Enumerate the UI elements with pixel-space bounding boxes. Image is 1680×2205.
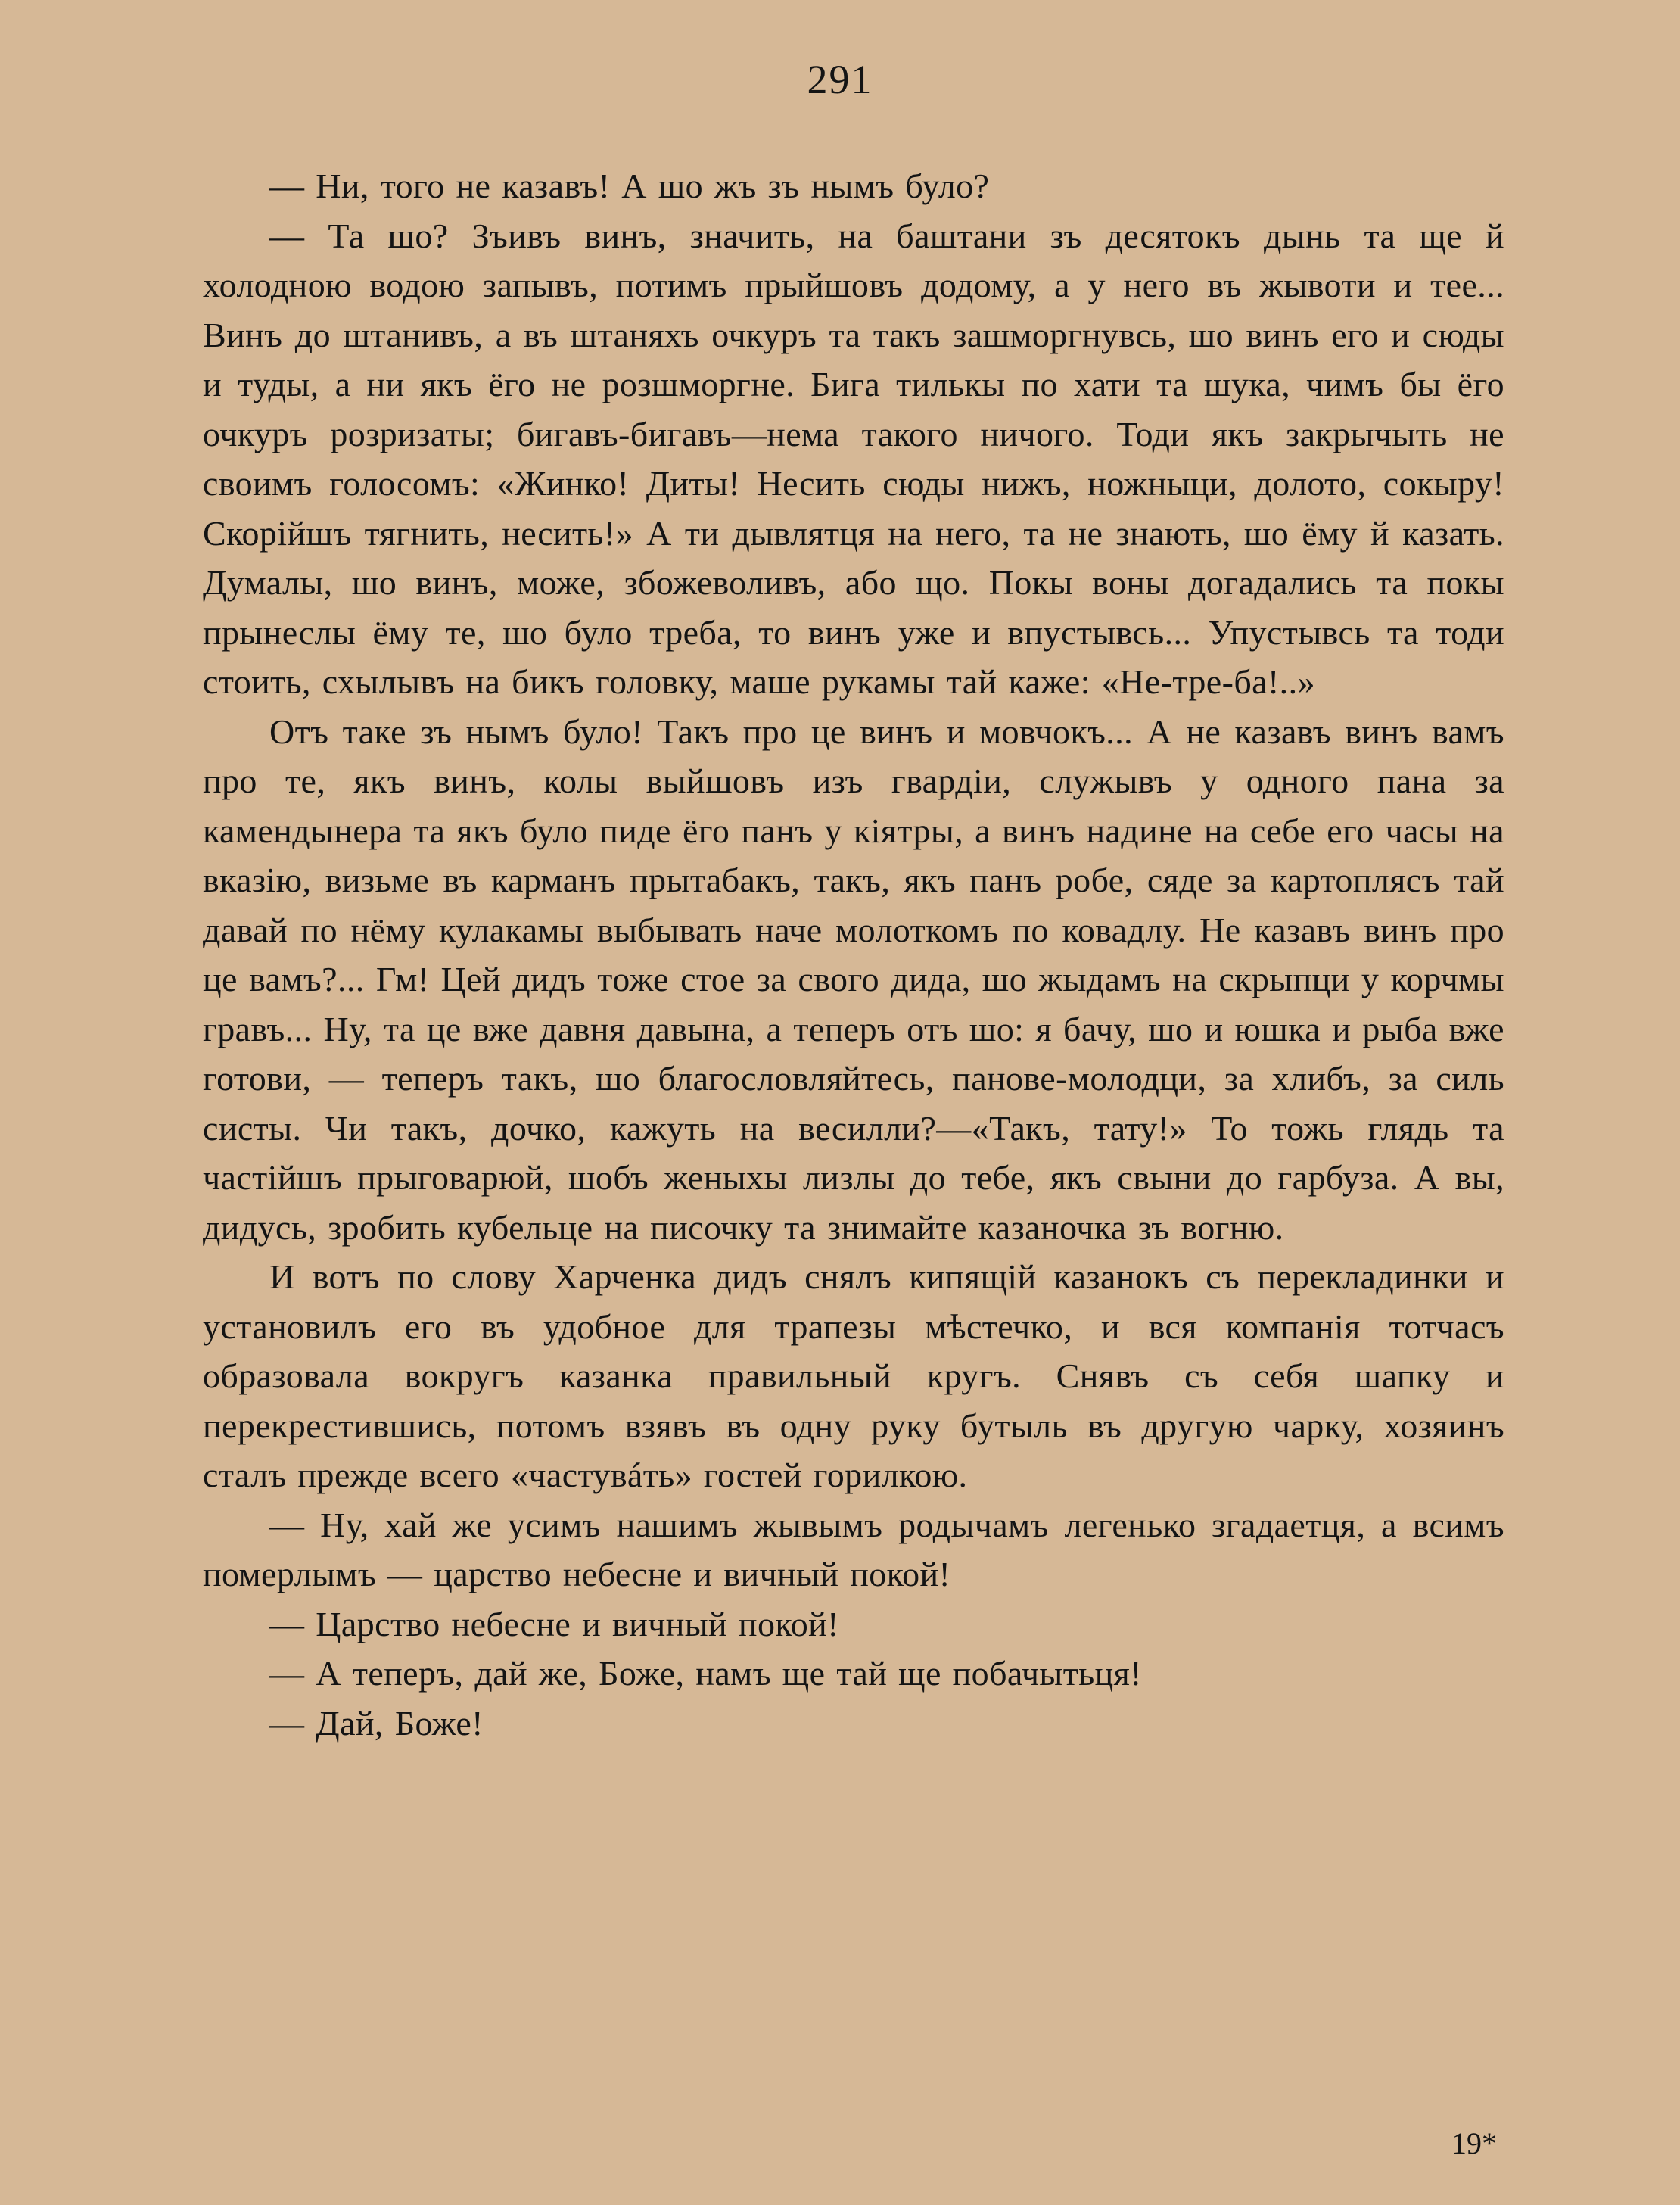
- paragraph-5: — Ну, хай же усимъ нашимъ жывымъ родычамъ легенько згадаетця, а всимъ померлымъ — царство небесне и вичный покой!: [203, 1505, 1504, 1593]
- page-number: 291: [807, 57, 873, 102]
- paragraph-8: — Дай, Боже!: [269, 1703, 484, 1743]
- paragraph-1: — Ни, того не казавъ! А шо жъ зъ нымъ було?: [269, 167, 990, 205]
- page-text: [203, 161, 1504, 1748]
- paragraph-4: И вотъ по слову Харченка дидъ снялъ кипящій казанокъ съ перекладинки и установилъ его въ удобное для трапезы мѣстечко, и вся компанія тотчасъ образовала вокругъ казанка правильный кругъ. Снявъ съ себя шапку и перекрестившись, потомъ взявъ въ одну руку бутыль въ другую чарку, хозяинъ сталъ прежде всего «частувáть» гостей горилкою.: [203, 1257, 1504, 1494]
- paragraph-7: — А теперъ, дай же, Боже, намъ ще тай ще побачытьця!: [269, 1654, 1142, 1693]
- paragraph-3: Отъ таке зъ нымъ було! Такъ про це винъ и мовчокъ... А не казавъ винъ вамъ про те, якъ винъ, колы выйшовъ изъ гвардіи, служывъ у одного пана за камендынера та якъ було пиде ёго панъ у кіятры, а винъ надине на себе его часы на вказію, визьме въ карманъ прытабакъ, такъ, якъ панъ робе, сяде за картоплясъ тай давай по нёму кулакамы выбывать наче молоткомъ по ковадлу. Не казавъ винъ про це вамъ?... Гм! Цей дидъ тоже стое за свого дида, шо жыдамъ на скрыпци у корчмы гравъ... Ну, та це вже давня давына, а теперъ отъ шо: я бачу, шо и юшка и рыба вже готови, — теперъ такъ, шо благословляйтесь, панове-молодци, за хлибъ, за силь систы. Чи такъ, дочко, кажуть на весилли?—«Такъ, тату!» То тожь глядь та частійшъ прыговарюй, шобъ женыхы лизлы до тебе, якъ свыни до гарбуза. А вы, дидусь, зробить кубельце на писочку та знимайте казаночка зъ вогню.: [203, 712, 1504, 1247]
- paragraph-2: — Та шо? Зъивъ винъ, значить, на баштани зъ десятокъ дынь та ще й холодною водою запывъ, потимъ прыйшовъ додому, а у него въ жывоти и тее... Винъ до штанивъ, а въ штаняхъ очкуръ та такъ зашморгнувсь, шо винъ его и сюды и туды, а ни якъ ёго не розшморгне. Бига тилькы по хати та шука, чимъ бы ёго очкуръ розризаты; бигавъ-бигавъ—нема такого ничого. Тоди якъ закрычыть не своимъ голосомъ: «Жинко! Диты! Несить сюды нижъ, ножныци, долото, сокыру! Скорійшъ тягнить, несить!» А ти дывлятця на него, та не знають, шо ёму й казать. Думалы, шо винъ, може, збожеволивъ, або що. Покы воны догадались та покы прынеслы ёму те, шо було треба, то винъ уже и впустывсь... Упустывсь та тоди стоить, схылывъ на бикъ головку, маше рукамы тай каже: «Не-тре-ба!..»: [203, 216, 1504, 701]
- printer-signature: 19*: [1451, 2126, 1497, 2160]
- paragraph-6: — Царство небесне и вичный покой!: [269, 1604, 839, 1643]
